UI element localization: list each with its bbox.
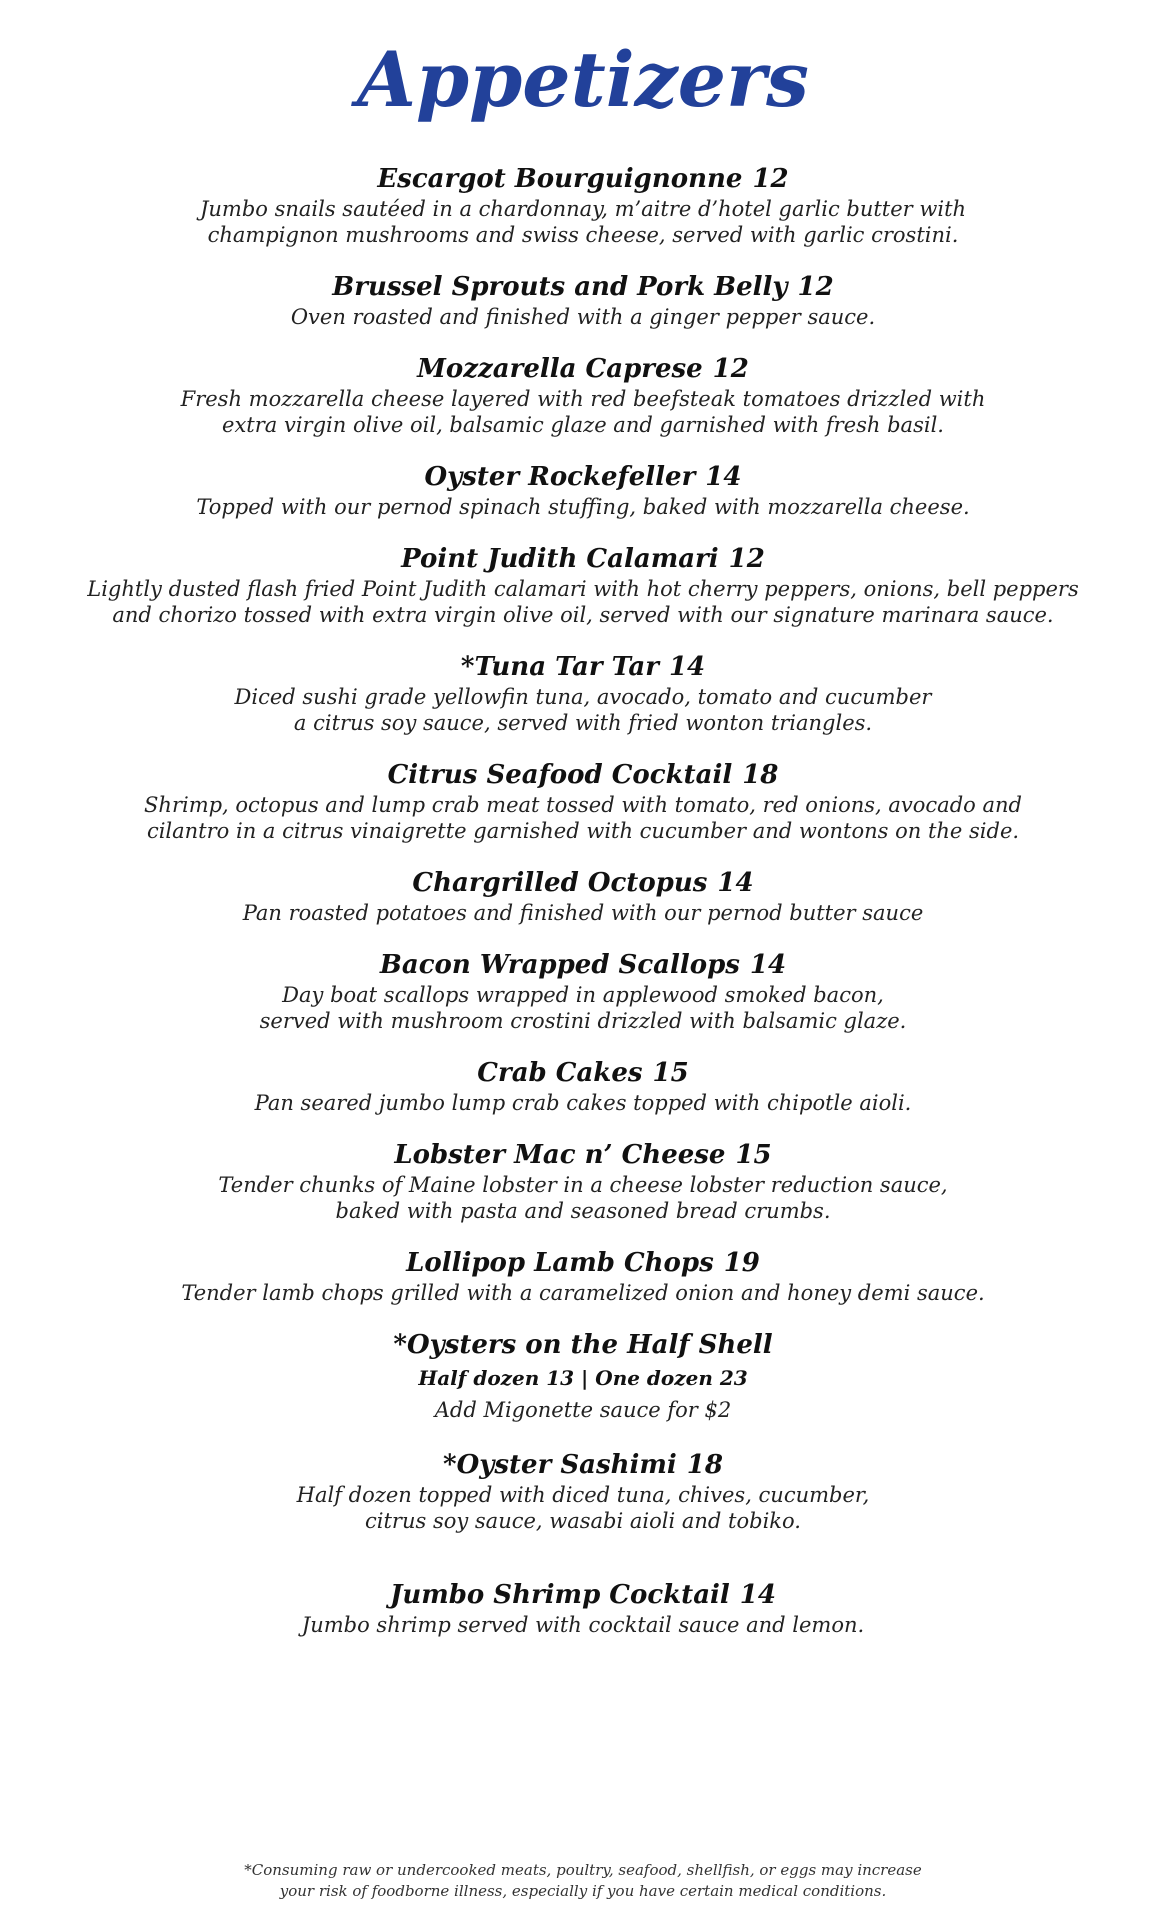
item-title: Bacon Wrapped Scallops [379, 950, 740, 980]
item-title: Jumbo Shrimp Cocktail [390, 1580, 730, 1610]
disclaimer-line: *Consuming raw or undercooked meats, poultry, seafood, shellfish, or eggs may increase [244, 1861, 922, 1879]
item-name [0, 1448, 1166, 1482]
item-price: 18 [686, 1450, 723, 1480]
item-description-line: a citrus soy sauce, served with fried wonton triangles. [293, 711, 873, 735]
item-price: 15 [652, 1058, 689, 1088]
menu-item [0, 1138, 1166, 1224]
health-disclaimer [0, 1860, 1166, 1902]
item-name [0, 270, 1166, 304]
item-price: 14 [705, 462, 742, 492]
menu-item [0, 650, 1166, 736]
item-name [0, 1246, 1166, 1280]
item-description-line: Lightly dusted flash fried Point Judith calamari with hot cherry peppers, onions, bell peppers [87, 577, 1079, 601]
item-description-line: Jumbo shrimp served with cocktail sauce and lemon. [301, 1613, 865, 1637]
item-description-line: baked with pasta and seasoned bread crumbs. [335, 1199, 831, 1223]
menu-item [0, 542, 1166, 628]
item-description-line: Day boat scallops wrapped in applewood smoked bacon, [282, 983, 884, 1007]
item-description-line: extra virgin olive oil, balsamic glaze and garnished with fresh basil. [222, 413, 944, 437]
item-title: Escargot Bourguignonne [377, 164, 743, 194]
item-name [0, 758, 1166, 792]
item-title: Brussel Sprouts and Pork Belly [332, 272, 788, 302]
menu-item [0, 1578, 1166, 1638]
menu-item [0, 948, 1166, 1034]
item-note: Add Migonette sauce for $2 [434, 1398, 732, 1422]
item-price: 19 [723, 1248, 760, 1278]
item-name [0, 1138, 1166, 1172]
item-title: *Oysters on the Half Shell [393, 1330, 773, 1360]
menu-item [0, 1246, 1166, 1306]
item-pricing: Half dozen 13 | One dozen 23 [418, 1366, 748, 1390]
item-title: Mozzarella Caprese [417, 354, 703, 384]
item-title: Oyster Rockefeller [424, 462, 696, 492]
item-name [0, 162, 1166, 196]
appetizer-list [0, 162, 1166, 1638]
item-name [0, 866, 1166, 900]
item-description-line: Diced sushi grade yellowfin tuna, avocado, tomato and cucumber [234, 685, 932, 709]
item-title: Crab Cakes [477, 1058, 643, 1088]
item-description-line: champignon mushrooms and swiss cheese, served with garlic crostini. [207, 223, 959, 247]
item-name [0, 352, 1166, 386]
item-title: *Oyster Sashimi [443, 1450, 677, 1480]
item-price: 12 [752, 164, 789, 194]
item-price: 12 [797, 272, 834, 302]
item-title: Citrus Seafood Cocktail [387, 760, 733, 790]
item-name [0, 1056, 1166, 1090]
item-title: Point Judith Calamari [401, 544, 719, 574]
menu-item [0, 460, 1166, 520]
item-description-line: Topped with our pernod spinach stuffing, baked with mozzarella cheese. [196, 495, 970, 519]
disclaimer-line: your risk of foodborne illness, especially if you have certain medical conditions. [279, 1882, 887, 1900]
menu-item [0, 1448, 1166, 1534]
item-price: 14 [717, 868, 754, 898]
item-title: Chargrilled Octopus [412, 868, 708, 898]
item-description-line: and chorizo tossed with extra virgin olive oil, served with our signature marinara sauce. [112, 603, 1054, 627]
menu-item [0, 866, 1166, 926]
menu-item [0, 270, 1166, 330]
item-price: 12 [728, 544, 765, 574]
item-name [0, 460, 1166, 494]
item-name [0, 542, 1166, 576]
menu-title: Appetizers [357, 35, 809, 124]
item-description-line: citrus soy sauce, wasabi aioli and tobiko. [365, 1509, 801, 1533]
item-name [0, 1578, 1166, 1612]
item-description-line: cilantro in a citrus vinaigrette garnished with cucumber and wontons on the side. [146, 819, 1020, 843]
item-price: 15 [735, 1140, 772, 1170]
menu-item [0, 1328, 1166, 1426]
item-name [0, 1328, 1166, 1362]
menu-item [0, 758, 1166, 844]
item-title: Lobster Mac n’ Cheese [394, 1140, 726, 1170]
item-price: 14 [668, 652, 706, 682]
item-description-line: Shrimp, octopus and lump crab meat tossed with tomato, red onions, avocado and [144, 793, 1022, 817]
item-price: 14 [749, 950, 787, 980]
item-description-line: Pan seared jumbo lump crab cakes topped with chipotle aioli. [254, 1091, 912, 1115]
item-name [0, 650, 1166, 684]
item-description-line: Tender lamb chops grilled with a caramelized onion and honey demi sauce. [181, 1281, 985, 1305]
item-description-line: Pan roasted potatoes and finished with our pernod butter sauce [242, 901, 924, 925]
item-price: 18 [742, 760, 779, 790]
item-description-line: Half dozen topped with diced tuna, chives, cucumber, [296, 1483, 870, 1507]
item-description-line: Jumbo snails sautéed in a chardonnay, m’aitre d’hotel garlic butter with [199, 197, 967, 221]
item-price: 12 [712, 354, 749, 384]
item-description-line: Fresh mozzarella cheese layered with red beefsteak tomatoes drizzled with [180, 387, 986, 411]
item-price: 14 [739, 1580, 776, 1610]
menu-item [0, 162, 1166, 248]
item-name [0, 948, 1166, 982]
item-description-line: Tender chunks of Maine lobster in a cheese lobster reduction sauce, [218, 1173, 948, 1197]
item-title: *Tuna Tar Tar [460, 652, 659, 682]
item-description-line: Oven roasted and finished with a ginger pepper sauce. [290, 305, 876, 329]
menu-item [0, 352, 1166, 438]
item-description-line: served with mushroom crostini drizzled with balsamic glaze. [259, 1009, 907, 1033]
item-title: Lollipop Lamb Chops [406, 1248, 714, 1278]
menu-item [0, 1056, 1166, 1116]
